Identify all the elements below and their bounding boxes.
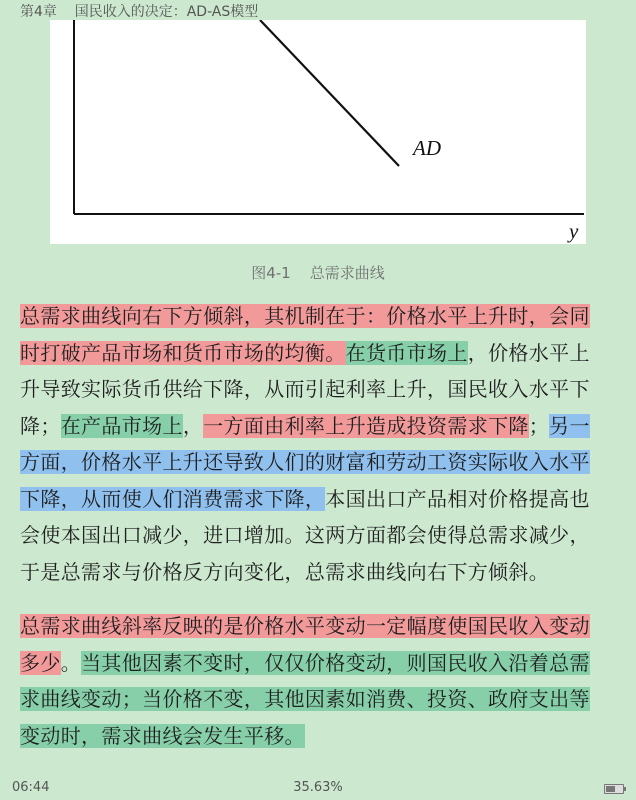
text-span: 。 [60,650,82,675]
battery-icon [604,784,624,794]
text-span: ，价格水平上升导致实际货币供给下降，从而引起利率上升，国民收入水平下降； [20,340,590,438]
paragraph-ad-slope-mechanism [20,298,610,590]
ad-curve-figure [50,20,586,244]
highlight-red[interactable]: 总需求曲线斜率反映的是价格水平变动一定幅度使国民收入变动多少 [20,614,590,675]
highlight-green[interactable]: 在货币市场上 [345,340,468,365]
text-span: 本国出口产品相对价格提高也会使本国出口减少，进口增加。这两方面都会使得总需求减少，于是总需求与价格反方向变化，总需求曲线向右下方倾斜。 [20,486,590,584]
highlight-green[interactable]: 当其他因素不变时，仅仅价格变动，则国民收入沿着总需求曲线变动；当价格不变，其他因素如消费、投资、政府支出等变动时，需求曲线会发生平移。 [20,650,590,748]
figure-caption: 图4-1 总需求曲线 [251,264,385,282]
highlight-red[interactable]: 一方面由利率上升造成投资需求下降 [203,413,529,438]
status-bar [0,778,636,800]
reading-progress: 35.63% [293,780,343,795]
ad-curve-line [260,20,399,166]
paragraph-ad-slope-meaning [20,608,610,754]
highlight-red[interactable]: 总需求曲线向右下方倾斜，其机制在于：价格水平上升时，会同时打破产品市场和货币市场的均衡。 [20,304,590,365]
highlight-green[interactable]: 在产品市场上 [60,413,183,438]
x-axis-label: y [569,219,579,243]
chapter-header: 第4章 国民收入的决定：AD-AS模型 [20,4,259,20]
reading-content [20,298,610,754]
text-span: ， [182,413,204,438]
battery-level-fill [606,786,615,792]
status-time: 06:44 [12,780,50,795]
ad-curve-label: AD [413,136,441,160]
text-span: ； [528,413,550,438]
ad-curve-svg [50,20,586,244]
highlight-blue[interactable]: 另一方面，价格水平上升还导致人们的财富和劳动工资实际收入水平下降，从而使人们消费需求下降， [20,413,590,511]
